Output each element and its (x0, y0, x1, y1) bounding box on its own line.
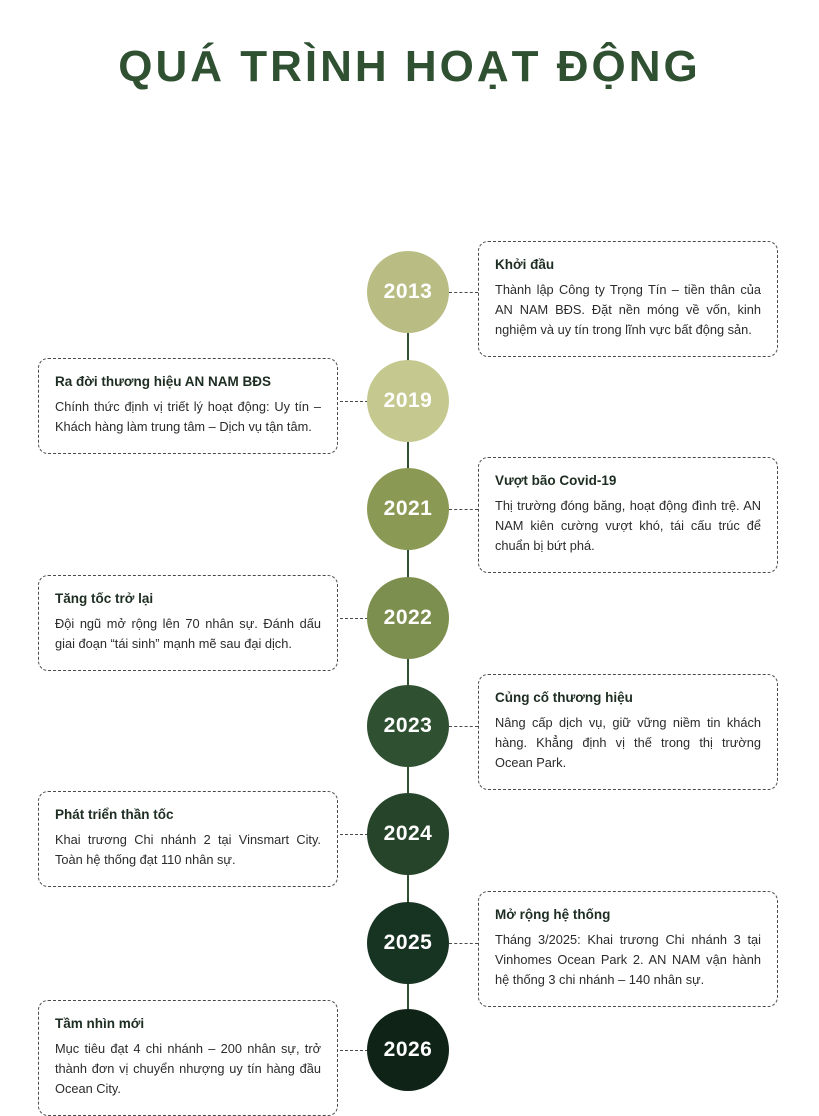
timeline-year-2025: 2025 (383, 931, 433, 954)
card-title-2023: Củng cố thương hiệu (495, 690, 633, 705)
timeline-card-2025 (478, 891, 778, 1007)
timeline-card-2021 (478, 457, 778, 573)
timeline-year-2022: 2022 (383, 606, 433, 629)
card-title-2013: Khởi đầu (495, 257, 555, 272)
connector-2023 (449, 726, 478, 728)
timeline-card-2024 (38, 791, 338, 887)
timeline-node-2022[interactable] (367, 577, 449, 659)
card-text-2021: Thị trường đóng băng, hoạt động đình trệ. AN NAM kiên cường vượt khó, tái cấu trúc để chuẩn bị bứt phá. (495, 497, 761, 553)
timeline-year-2019: 2019 (383, 389, 433, 412)
card-title-2025: Mở rộng hệ thống (495, 907, 611, 922)
card-title-2019: Ra đời thương hiệu AN NAM BĐS (55, 374, 271, 389)
timeline-card-2019 (38, 358, 338, 454)
connector-2025 (449, 943, 478, 945)
timeline-node-2023[interactable] (367, 685, 449, 767)
card-text-2022: Đội ngũ mở rộng lên 70 nhân sự. Đánh dấu giai đoạn “tái sinh” mạnh mẽ sau đại dịch. (55, 615, 321, 651)
timeline-year-2026: 2026 (383, 1038, 433, 1061)
timeline-year-2024: 2024 (383, 822, 433, 845)
timeline-node-2024[interactable] (367, 793, 449, 875)
timeline-diagram (0, 110, 819, 1096)
card-title-2022: Tăng tốc trở lại (55, 591, 154, 606)
card-title-2024: Phát triển thần tốc (55, 807, 174, 822)
timeline-card-2023 (478, 674, 778, 790)
timeline-year-2021: 2021 (383, 497, 433, 520)
page-title: QUÁ TRÌNH HOẠT ĐỘNG (118, 42, 701, 91)
connector-2021 (449, 509, 478, 511)
connector-2013 (449, 292, 478, 294)
connector-2022 (340, 618, 368, 620)
timeline-card-2022 (38, 575, 338, 671)
timeline-node-2026[interactable] (367, 1009, 449, 1091)
connector-2026 (340, 1050, 368, 1052)
timeline-card-2026 (38, 1000, 338, 1116)
timeline-node-2019[interactable] (367, 360, 449, 442)
card-title-2026: Tầm nhìn mới (55, 1016, 145, 1031)
timeline-node-2013[interactable] (367, 251, 449, 333)
timeline-node-2021[interactable] (367, 468, 449, 550)
card-text-2019: Chính thức định vị triết lý hoạt động: Uy tín – Khách hàng làm trung tâm – Dịch vụ tận tâm. (55, 398, 321, 434)
timeline-year-2023: 2023 (383, 714, 433, 737)
timeline-card-2013 (478, 241, 778, 357)
card-title-2021: Vượt bão Covid-19 (495, 473, 617, 488)
timeline-year-2013: 2013 (383, 280, 433, 303)
connector-2019 (340, 401, 368, 403)
card-text-2013: Thành lập Công ty Trọng Tín – tiền thân của AN NAM BĐS. Đặt nền móng về vốn, kinh nghiệm và uy tín trong lĩnh vực bất động sản. (495, 281, 761, 337)
timeline-node-2025[interactable] (367, 902, 449, 984)
card-text-2023: Nâng cấp dịch vụ, giữ vững niềm tin khách hàng. Khẳng định vị thế trong thị trường Ocean Park. (495, 714, 761, 770)
card-text-2026: Mục tiêu đạt 4 chi nhánh – 200 nhân sự, trở thành đơn vị chuyển nhượng uy tín hàng đầu Ocean City. (55, 1040, 321, 1096)
connector-2024 (340, 834, 368, 836)
card-text-2024: Khai trương Chi nhánh 2 tại Vinsmart City. Toàn hệ thống đạt 110 nhân sự. (55, 831, 321, 867)
card-text-2025: Tháng 3/2025: Khai trương Chi nhánh 3 tại Vinhomes Ocean Park 2. AN NAM vận hành hệ thống 3 chi nhánh – 140 nhân sự. (495, 931, 761, 987)
